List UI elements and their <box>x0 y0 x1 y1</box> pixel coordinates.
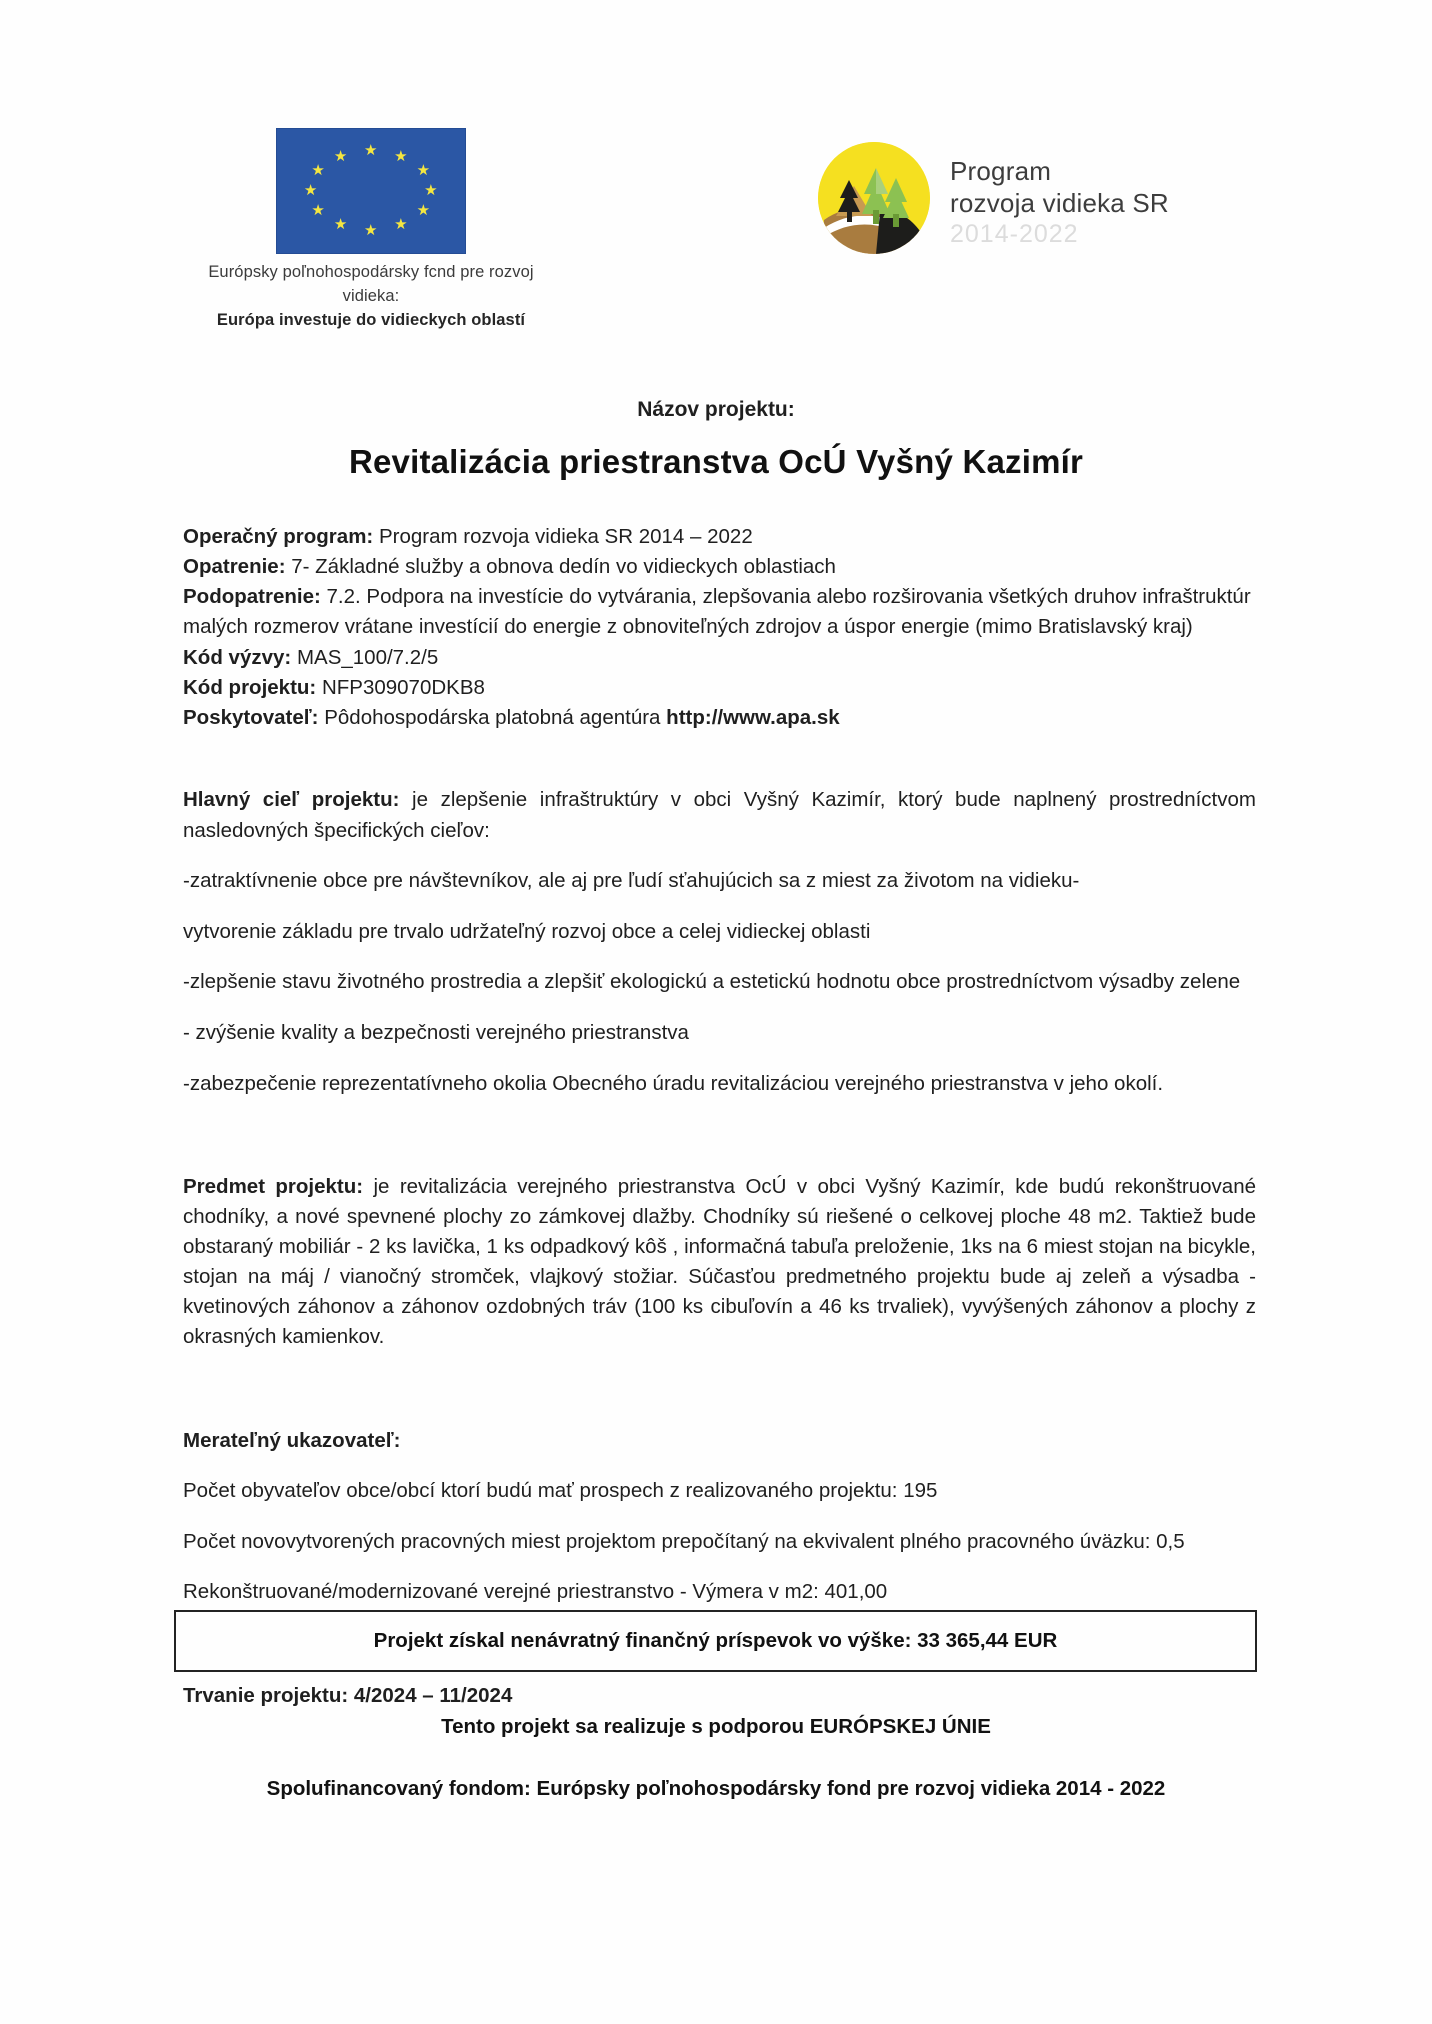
eu-caption <box>196 261 546 333</box>
meta-poskytovatel-value: Pôdohospodárska platobná agentúra <box>324 705 661 729</box>
meta-podopatrenie-value: 7.2. Podpora na investície do vytvárania, zlepšovania alebo rozširovania všetkých druhov infraštruktúr malých rozmerov vrátane investícií do energie z obnoviteľných zdrojov a úspor energie (mimo Bratislavský kraj) <box>183 585 1251 639</box>
project-name-label: Názov projektu: <box>637 398 795 421</box>
indicators-block <box>183 1426 1256 1608</box>
document-footer <box>0 1715 1432 1801</box>
meta-kod-projektu-label: Kód projektu: <box>183 675 317 699</box>
grant-amount-box <box>174 1610 1257 1672</box>
meta-poskytovatel-label: Poskytovateľ: <box>183 705 319 729</box>
meta-poskytovatel <box>183 703 1256 733</box>
page-title: Revitalizácia priestranstva OcÚ Vyšný Kazimír <box>348 443 1084 480</box>
meta-kod-vyzvy-label: Kód výzvy: <box>183 645 292 669</box>
header-logo-row <box>0 128 1432 329</box>
indicator-item-1: Počet obyvateľov obce/obcí ktorí budú mať prospech z realizovaného projektu: 195 <box>183 1479 938 1503</box>
main-goal-block <box>183 785 1256 1098</box>
duration-line <box>183 1681 1256 1711</box>
project-meta-block <box>183 522 1256 733</box>
grant-amount-text: Projekt získal nenávratný finančný príspevok vo výške: 33 365,44 EUR <box>373 1629 1058 1652</box>
footer-line-eu-support: Tento projekt sa realizuje s podporou EURÓPSKEJ ÚNIE <box>441 1715 991 1738</box>
meta-podopatrenie-label: Podopatrenie: <box>183 585 321 609</box>
prv-logo-text <box>950 142 1169 249</box>
meta-podopatrenie <box>183 582 1256 642</box>
subject-paragraph <box>183 1172 1256 1353</box>
footer-line-cofinancing: Spolufinancovaný fondom: Európsky poľnohospodársky fond pre rozvoj vidieka 2014 - 2022 <box>266 1777 1166 1800</box>
indicators-label: Merateľný ukazovateľ: <box>183 1428 401 1452</box>
prv-logo-years: 2014-2022 <box>950 220 1079 249</box>
indicator-item-3: Rekonštruované/modernizované verejné priestranstvo - Výmera v m2: 401,00 <box>183 1580 888 1604</box>
main-goal-bullet-2: vytvorenie základu pre trvalo udržateľný rozvoj obce a celej vidieckej oblasti <box>183 919 871 943</box>
meta-operacny-program-label: Operačný program: <box>183 525 374 548</box>
meta-kod-projektu <box>183 673 1256 703</box>
meta-opatrenie-label: Opatrenie: <box>183 555 286 579</box>
meta-operacny-program <box>183 522 1256 552</box>
duration-block <box>183 1681 1256 1711</box>
main-goal-bullet-5: -zabezpečenie reprezentatívneho okolia Obecného úradu revitalizáciou verejného priestranstva v jeho okolí. <box>183 1071 1164 1095</box>
document-body <box>183 522 1256 1731</box>
spacer <box>183 1119 1256 1151</box>
subject-text: je revitalizácia verejného priestranstva OcÚ v obci Vyšný Kazimír, kde budú rekonštruované chodníky, a nové spevnené plochy zo zámkovej dlažby. Chodníky sú riešené o celkovej ploche 48 m2. Taktiež bude obstaraný mobiliár - 2 ks lavička, 1 ks odpadkový kôš , informačná tabuľa preloženie, 1ks na 6 miest stojan na bicykle, stojan na máj / vianočný stromček, vlajkový stožiar. Súčasťou predmetného projektu bude aj zeleň a výsadba - kvetinových záhonov a záhonov ozdobných tráv (100 ks cibuľovín a 46 ks trvaliek), vyvýšených záhonov a plochy z okrasných kamienkov. <box>183 1174 1257 1349</box>
meta-kod-vyzvy-value: MAS_100/7.2/5 <box>296 645 439 669</box>
prv-logo-block <box>818 142 1169 254</box>
main-goal-bullet-4: - zvýšenie kvality a bezpečnosti verejného priestranstva <box>183 1021 689 1044</box>
subject-label: Predmet projektu: <box>183 1174 364 1198</box>
main-goal-text: je zlepšenie infraštruktúry v obci Vyšný Kazimír, ktorý bude naplnený prostredníctvom nasledovných špecifických cieľov: <box>183 788 1256 842</box>
meta-kod-projektu-value: NFP309070DKB8 <box>321 675 485 699</box>
meta-opatrenie-value: 7- Základné služby a obnova dedín vo vidieckych oblastiach <box>291 555 836 579</box>
main-goal-bullet-3: -zlepšenie stavu životného prostredia a zlepšiť ekologickú a estetickú hodnotu obce prostredníctvom výsadby zelene <box>183 970 1241 994</box>
eu-caption-line2: Európa investuje do vidieckych oblastí <box>216 310 526 329</box>
apa-website-link[interactable]: http://www.apa.sk <box>666 705 840 729</box>
meta-operacny-program-value: Program rozvoja vidieka SR 2014 – 2022 <box>378 525 753 548</box>
main-goal-label: Hlavný cieľ projektu: <box>183 788 400 812</box>
prv-logo-line1: Program <box>950 156 1052 186</box>
prv-logo-line2: rozvoja vidieka SR <box>950 187 1169 218</box>
duration-label: Trvanie projektu: <box>183 1683 349 1707</box>
main-goal-intro <box>183 785 1256 845</box>
subject-block <box>183 1172 1256 1353</box>
meta-kod-vyzvy <box>183 643 1256 673</box>
indicator-item-2: Počet novovytvorených pracovných miest projektom prepočítaný na ekvivalent plného pracovného úväzku: 0,5 <box>183 1529 1185 1553</box>
spacer <box>183 1373 1256 1405</box>
main-goal-bullet-1: -zatraktívnenie obce pre návštevníkov, ale aj pre ľudí sťahujúcich sa z miest za životom na vidieku- <box>183 869 1080 893</box>
duration-value: 4/2024 – 11/2024 <box>353 1683 513 1707</box>
eu-caption-line1: Európsky poľnohospodársky fcnd pre rozvoj vidieka: <box>208 263 534 305</box>
meta-opatrenie <box>183 552 1256 582</box>
spacer <box>183 733 1256 765</box>
eu-flag-icon <box>276 128 466 254</box>
prv-circle-logo-icon <box>818 142 930 254</box>
eu-emblem-block <box>196 128 546 333</box>
